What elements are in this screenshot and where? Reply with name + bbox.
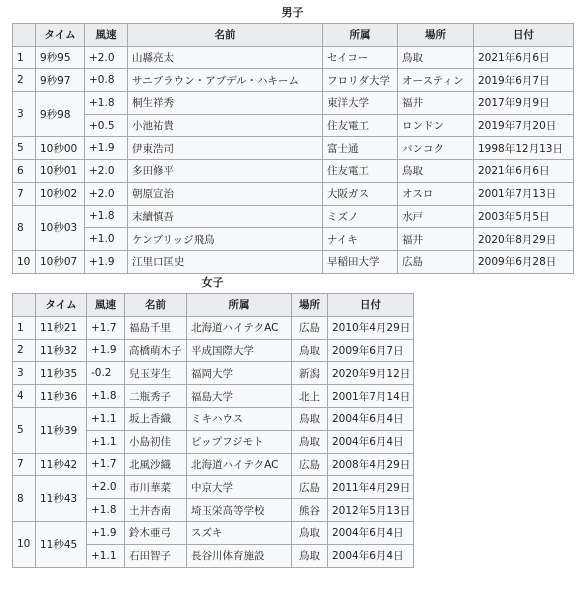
- cell-place: バンコク: [398, 137, 474, 160]
- cell-team: セイコー: [323, 46, 398, 69]
- cell-name: 末續慎吾: [128, 205, 323, 228]
- cell-wind: +1.0: [85, 228, 128, 251]
- header-wind: 風速: [85, 24, 128, 47]
- cell-wind: +1.7: [87, 453, 125, 476]
- cell-team: 平成国際大学: [187, 339, 292, 362]
- cell-date: 2020年8月29日: [474, 228, 574, 251]
- cell-time: 11秒39: [36, 407, 87, 453]
- cell-place: 水戸: [398, 205, 474, 228]
- cell-date: 2019年6月7日: [474, 69, 574, 92]
- cell-date: 2001年7月14日: [328, 385, 414, 408]
- cell-rank: 4: [13, 385, 36, 408]
- header-row: [13, 24, 574, 47]
- table-row: [13, 453, 414, 476]
- cell-team: ピップフジモト: [187, 430, 292, 453]
- cell-time: 9秒97: [36, 69, 85, 92]
- cell-name: 小池祐貴: [128, 114, 323, 137]
- table-row: [13, 476, 414, 499]
- table-row: [13, 160, 574, 183]
- header-row: [13, 294, 414, 317]
- cell-wind: +1.9: [87, 339, 125, 362]
- cell-name: 多田修平: [128, 160, 323, 183]
- table-row: [13, 521, 414, 544]
- cell-place: 広島: [292, 476, 328, 499]
- cell-rank: 7: [13, 453, 36, 476]
- cell-rank: 6: [13, 160, 36, 183]
- cell-date: 2010年4月29日: [328, 316, 414, 339]
- cell-time: 10秒01: [36, 160, 85, 183]
- cell-team: 中京大学: [187, 476, 292, 499]
- table-row: [13, 316, 414, 339]
- cell-rank: 3: [13, 362, 36, 385]
- cell-name: 小島初佳: [125, 430, 187, 453]
- men-caption: 男子: [281, 6, 304, 19]
- cell-name: 市川華菜: [125, 476, 187, 499]
- cell-name: 桐生祥秀: [128, 92, 323, 115]
- cell-name: 山縣亮太: [128, 46, 323, 69]
- cell-time: 10秒07: [36, 250, 85, 273]
- cell-team: ナイキ: [323, 228, 398, 251]
- cell-date: 2019年7月20日: [474, 114, 574, 137]
- cell-team: 長谷川体育施設: [187, 544, 292, 567]
- cell-rank: 10: [13, 250, 36, 273]
- cell-place: 鳥取: [292, 407, 328, 430]
- header-team: 所属: [187, 294, 292, 317]
- cell-wind: +1.1: [87, 407, 125, 430]
- cell-date: 2021年6月6日: [474, 160, 574, 183]
- cell-team: ミキハウス: [187, 407, 292, 430]
- header-time: タイム: [36, 294, 87, 317]
- table-row: [13, 114, 574, 137]
- cell-place: オスロ: [398, 182, 474, 205]
- cell-time: 11秒42: [36, 453, 87, 476]
- women-table: [12, 293, 414, 568]
- cell-team: 大阪ガス: [323, 182, 398, 205]
- cell-date: 2008年4月29日: [328, 453, 414, 476]
- cell-wind: +1.9: [85, 137, 128, 160]
- cell-place: 新潟: [292, 362, 328, 385]
- cell-place: 北上: [292, 385, 328, 408]
- cell-date: 2004年6月4日: [328, 521, 414, 544]
- cell-place: 福井: [398, 92, 474, 115]
- cell-team: 福岡大学: [187, 362, 292, 385]
- cell-wind: +2.0: [87, 476, 125, 499]
- cell-team: 住友電工: [323, 114, 398, 137]
- table-row: [13, 92, 574, 115]
- cell-place: 鳥取: [292, 544, 328, 567]
- cell-team: スズキ: [187, 521, 292, 544]
- cell-name: 土井杏南: [125, 499, 187, 522]
- cell-rank: 2: [13, 339, 36, 362]
- cell-place: 鳥取: [398, 46, 474, 69]
- header-wind: 風速: [87, 294, 125, 317]
- cell-date: 2009年6月28日: [474, 250, 574, 273]
- table-row: [13, 228, 574, 251]
- cell-time: 9秒95: [36, 46, 85, 69]
- cell-rank: 1: [13, 316, 36, 339]
- cell-wind: +1.8: [87, 499, 125, 522]
- cell-wind: +0.5: [85, 114, 128, 137]
- cell-team: 富士通: [323, 137, 398, 160]
- cell-date: 2009年6月7日: [328, 339, 414, 362]
- header-place: 場所: [398, 24, 474, 47]
- cell-name: ケンブリッジ飛鳥: [128, 228, 323, 251]
- header-name: 名前: [125, 294, 187, 317]
- cell-place: 鳥取: [292, 521, 328, 544]
- header-time: タイム: [36, 24, 85, 47]
- cell-rank: 5: [13, 137, 36, 160]
- cell-rank: 8: [13, 205, 36, 250]
- cell-name: 福島千里: [125, 316, 187, 339]
- cell-team: 早稲田大学: [323, 250, 398, 273]
- cell-time: 10秒00: [36, 137, 85, 160]
- table-row: [13, 339, 414, 362]
- cell-wind: +0.8: [85, 69, 128, 92]
- cell-name: 石田智子: [125, 544, 187, 567]
- table-row: [13, 407, 414, 430]
- cell-wind: +1.7: [87, 316, 125, 339]
- cell-team: 住友電工: [323, 160, 398, 183]
- cell-name: 高橋萌木子: [125, 339, 187, 362]
- cell-wind: +1.1: [87, 430, 125, 453]
- cell-wind: +2.0: [85, 182, 128, 205]
- header-place: 場所: [292, 294, 328, 317]
- table-row: [13, 362, 414, 385]
- cell-name: 二瓶秀子: [125, 385, 187, 408]
- cell-name: 江里口匡史: [128, 250, 323, 273]
- cell-name: サニブラウン・アブデル・ハキーム: [128, 69, 323, 92]
- cell-name: 伊東浩司: [128, 137, 323, 160]
- cell-time: 11秒35: [36, 362, 87, 385]
- cell-team: 北海道ハイテクAC: [187, 453, 292, 476]
- cell-name: 兒玉芽生: [125, 362, 187, 385]
- cell-rank: 2: [13, 69, 36, 92]
- cell-place: ロンドン: [398, 114, 474, 137]
- cell-date: 2012年5月13日: [328, 499, 414, 522]
- cell-time: 11秒45: [36, 521, 87, 567]
- cell-date: 2003年5月5日: [474, 205, 574, 228]
- cell-date: 2017年9月9日: [474, 92, 574, 115]
- cell-name: 北風沙織: [125, 453, 187, 476]
- cell-wind: +1.1: [87, 544, 125, 567]
- women-caption: 女子: [201, 276, 224, 289]
- header-rank: [13, 24, 36, 47]
- cell-team: ミズノ: [323, 205, 398, 228]
- cell-time: 11秒32: [36, 339, 87, 362]
- cell-place: 鳥取: [292, 339, 328, 362]
- cell-name: 鈴木亜弓: [125, 521, 187, 544]
- header-date: 日付: [328, 294, 414, 317]
- table-row: [13, 69, 574, 92]
- cell-date: 2011年4月29日: [328, 476, 414, 499]
- men-table: [12, 23, 574, 274]
- table-row: [13, 205, 574, 228]
- cell-date: 2004年6月4日: [328, 544, 414, 567]
- cell-time: 11秒43: [36, 476, 87, 522]
- table-row: [13, 385, 414, 408]
- table-row: [13, 182, 574, 205]
- header-date: 日付: [474, 24, 574, 47]
- header-team: 所属: [323, 24, 398, 47]
- cell-rank: 5: [13, 407, 36, 453]
- cell-wind: +1.8: [85, 205, 128, 228]
- cell-time: 10秒02: [36, 182, 85, 205]
- cell-name: 朝原宣治: [128, 182, 323, 205]
- cell-wind: +2.0: [85, 46, 128, 69]
- cell-place: 福井: [398, 228, 474, 251]
- table-row: [13, 250, 574, 273]
- cell-rank: 3: [13, 92, 36, 137]
- header-rank: [13, 294, 36, 317]
- cell-wind: +1.8: [85, 92, 128, 115]
- cell-place: 広島: [292, 316, 328, 339]
- cell-wind: +2.0: [85, 160, 128, 183]
- cell-rank: 8: [13, 476, 36, 522]
- cell-place: 広島: [292, 453, 328, 476]
- cell-date: 2020年9月12日: [328, 362, 414, 385]
- cell-wind: +1.9: [87, 521, 125, 544]
- cell-time: 11秒21: [36, 316, 87, 339]
- cell-date: 2001年7月13日: [474, 182, 574, 205]
- cell-place: 鳥取: [398, 160, 474, 183]
- cell-date: 2021年6月6日: [474, 46, 574, 69]
- cell-wind: -0.2: [87, 362, 125, 385]
- cell-date: 2004年6月4日: [328, 407, 414, 430]
- cell-team: フロリダ大学: [323, 69, 398, 92]
- cell-team: 福島大学: [187, 385, 292, 408]
- cell-rank: 7: [13, 182, 36, 205]
- cell-wind: +1.9: [85, 250, 128, 273]
- header-name: 名前: [128, 24, 323, 47]
- cell-time: 11秒36: [36, 385, 87, 408]
- cell-date: 2004年6月4日: [328, 430, 414, 453]
- cell-team: 東洋大学: [323, 92, 398, 115]
- table-row: [13, 46, 574, 69]
- cell-rank: 10: [13, 521, 36, 567]
- cell-time: 10秒03: [36, 205, 85, 250]
- cell-place: 鳥取: [292, 430, 328, 453]
- table-row: [13, 137, 574, 160]
- cell-place: 広島: [398, 250, 474, 273]
- cell-date: 1998年12月13日: [474, 137, 574, 160]
- cell-place: 熊谷: [292, 499, 328, 522]
- cell-rank: 1: [13, 46, 36, 69]
- cell-time: 9秒98: [36, 92, 85, 137]
- cell-name: 坂上香織: [125, 407, 187, 430]
- cell-team: 埼玉栄高等学校: [187, 499, 292, 522]
- cell-team: 北海道ハイテクAC: [187, 316, 292, 339]
- cell-place: オースティン: [398, 69, 474, 92]
- cell-wind: +1.8: [87, 385, 125, 408]
